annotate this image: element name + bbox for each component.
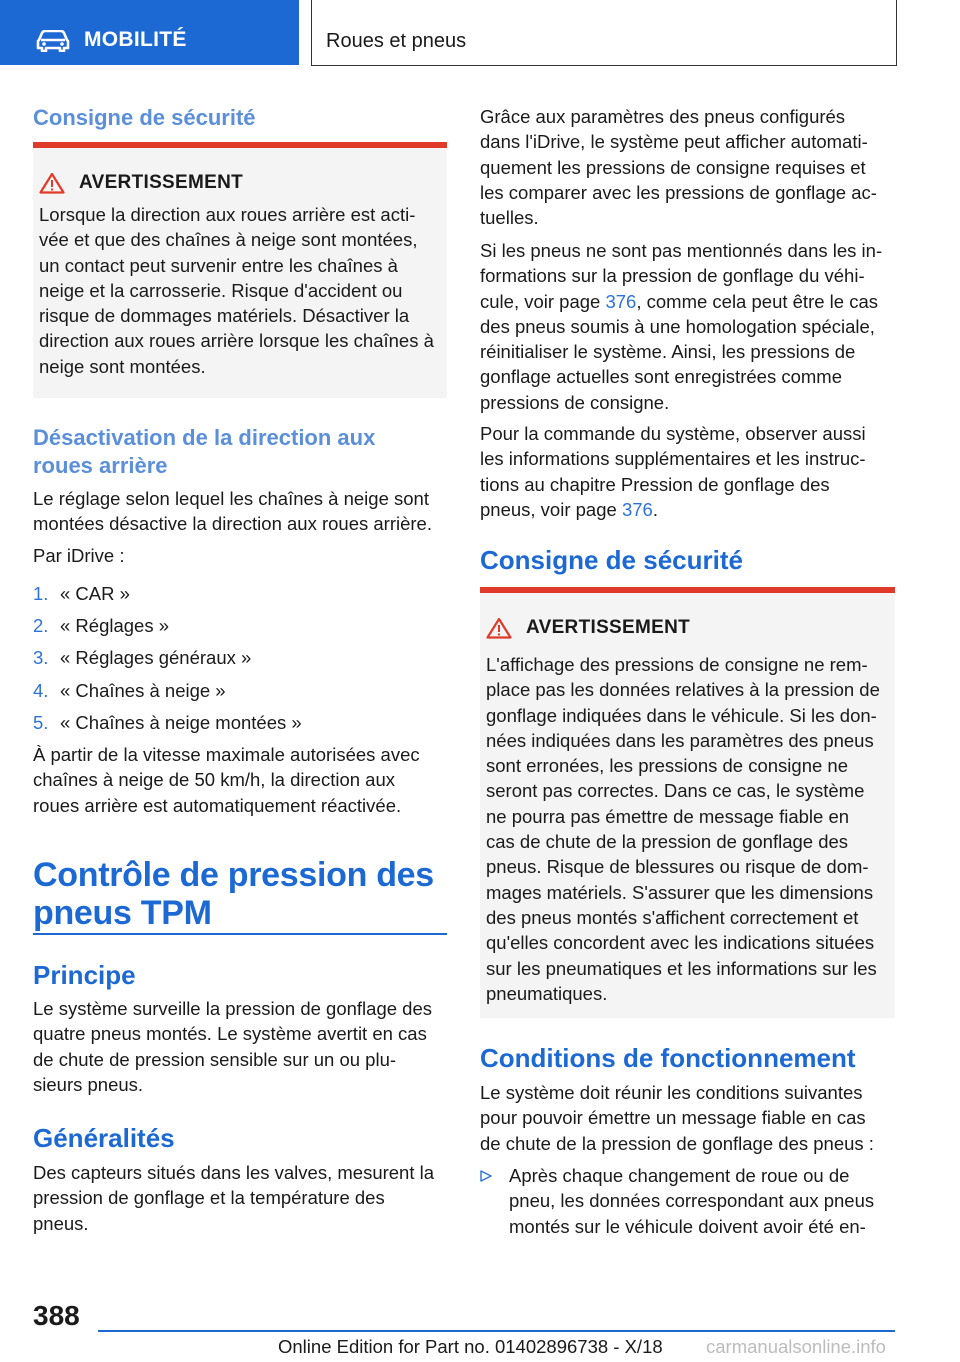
list-item: 3. « Réglages généraux » — [33, 647, 252, 669]
paragraph-generalites: Des capteurs situés dans les valves, mesurent la pression de gonflage et la température des pneus. — [33, 1162, 435, 1234]
paragraph-pour-commande: Pour la commande du système, observer aussi les informations supplémentaires et les instruc- tions au chapitre Pression de gonflage des pneus, voir page 376. — [480, 423, 866, 520]
footer-rule — [98, 1330, 895, 1332]
heading-principe: Principe — [33, 960, 136, 990]
warning-triangle-icon — [39, 172, 65, 194]
heading-consigne-securite-2: Consigne de sécurité — [480, 545, 743, 575]
page-link[interactable]: 376 — [605, 290, 637, 312]
paragraph-reglage: Le réglage selon lequel les chaînes à neige sont montées désactive la direction aux roues arrière. — [33, 488, 432, 535]
idrive-steps-list — [33, 581, 447, 742]
section-title: MOBILITÉ — [84, 28, 187, 51]
warning-text: Lorsque la direction aux roues arrière est acti- vée et que des chaînes à neige sont montées, un contact peut survenir entre les chaînes à neige et la carrosserie. Risque d'accident ou risque de dommages matériels. Désactiver la direction aux roues arrière lorsque les chaînes à neige sont montées. — [39, 204, 434, 377]
section-tab[interactable] — [0, 0, 299, 65]
heading-desactivation: Désactivation de la direction aux roues arrière — [33, 425, 376, 478]
paragraph-conditions: Le système doit réunir les conditions suivantes pour pouvoir émettre un message fiable en cas de chute de la pression de gonflage des pneus : — [480, 1082, 874, 1154]
warning-title: AVERTISSEMENT — [79, 172, 244, 193]
page-number: 388 — [33, 1300, 80, 1331]
car-icon — [36, 30, 70, 52]
watermark: carmanualsonline.info — [706, 1336, 886, 1357]
paragraph-grace: Grâce aux paramètres des pneus configurés dans l'iDrive, le système peut afficher automati- quement les pressions de consigne requises et les comparer avec les pressions de gonflage ac- tuelles. — [480, 106, 877, 229]
warning-box — [480, 587, 895, 1018]
edition-text: Online Edition for Part no. 01402896738 - X/18 — [278, 1336, 663, 1357]
list-item: 1. « CAR » — [33, 583, 130, 604]
list-item: 4. « Chaînes à neige » — [33, 679, 226, 701]
paragraph-si-pneus: Si les pneus ne sont pas mentionnés dans les in- formations sur la pression de gonflage du véhi- cule, voir page 376, comme cela peut être le cas des pneus soumis à une homologation spéciale, réinitialiser le système. Ainsi, les pressions de gonflage actuelles sont enregistrées comme pressions de consigne. — [480, 240, 883, 413]
heading-generalites: Généralités — [33, 1123, 175, 1153]
warning-header — [486, 617, 690, 639]
list-item: 2. « Réglages » — [33, 615, 170, 637]
triangle-bullet-icon — [480, 1170, 492, 1182]
paragraph-principe: Le système surveille la pression de gonflage des quatre pneus montés. Le système avertit en cas de chute de pression sensible sur un ou plu- sieurs pneus. — [33, 998, 433, 1095]
warning-text: L'affichage des pressions de consigne ne rem- place pas les données relatives à la pression de gonflage indiquées dans le véhicule. Si les don- nées indiquées dans les paramètres des pneus sont erronées, les pressions de consigne ne seront pas correctes. Dans ce cas, le système ne pourra pas émettre de message fiable en cas de chute de la pression de gonflage des pneus. Risque de blessures ou risque de dom- mages matériels. S'assurer que les dimensions des pneus montés s'affichent correctement et qu'elles concordent avec les indications situées sur les pneumatiques et les informations sur les pneumatiques. — [486, 654, 880, 1004]
warning-title: AVERTISSEMENT — [526, 617, 691, 638]
list-item: 5. « Chaînes à neige montées » — [33, 711, 302, 733]
heading-tpm: Contrôle de pression des pneus TPM — [33, 856, 434, 932]
warning-header — [39, 172, 243, 194]
chapter-title: Roues et pneus — [326, 30, 467, 52]
paragraph-idrive: Par iDrive : — [33, 545, 125, 566]
heading-consigne-securite: Consigne de sécurité — [33, 105, 256, 130]
heading-rule — [33, 933, 447, 935]
warning-box — [33, 142, 447, 398]
page-link[interactable]: 376 — [621, 498, 653, 520]
warning-triangle-icon — [486, 617, 512, 639]
heading-conditions: Conditions de fonctionnement — [480, 1043, 856, 1073]
paragraph-vitesse: À partir de la vitesse maximale autorisées avec chaînes à neige de 50 km/h, la direction aux roues arrière est automatiquement réactivée. — [33, 744, 420, 816]
chapter-header — [311, 0, 897, 66]
